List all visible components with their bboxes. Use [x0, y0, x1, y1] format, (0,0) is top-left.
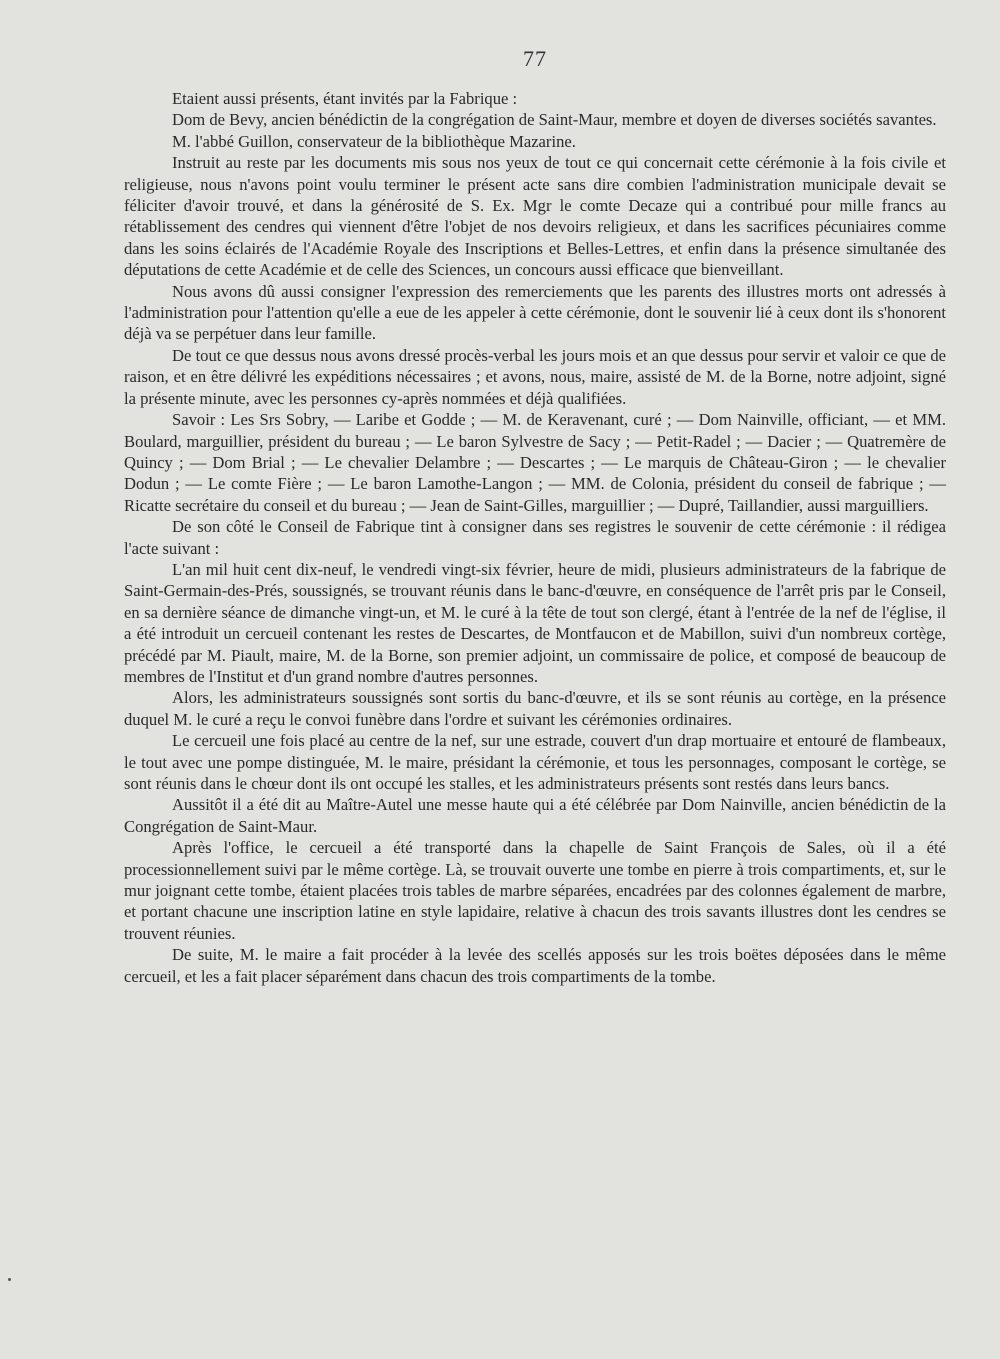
paragraph: Le cercueil une fois placé au centre de la nef, sur une estrade, couvert d'un drap mortuaire et entouré de flambeaux, le tout avec une pompe distinguée, M. le maire, présidant la cérémonie, et tous les personnages, composant le cortège, se sont réunis dans le chœur dont ils ont occupé les stalles, et les administrateurs présents sont restés dans leurs bancs.: [124, 731, 946, 793]
paragraph: De son côté le Conseil de Fabrique tint à consigner dans ses registres le souvenir de cette cérémonie : il rédigea l'acte suivant :: [124, 517, 946, 558]
paragraph: De tout ce que dessus nous avons dressé procès-verbal les jours mois et an que dessus pour servir et valoir ce que de raison, et en être délivré les expéditions nécessaires ; et avons, nous, maire, assisté de M. de la Borne, notre adjoint, signé la présente minute, avec les personnes cy-après nommées et déjà qualifiées.: [124, 345, 946, 408]
paragraph: M. l'abbé Guillon, conservateur de la bibliothèque Mazarine.: [172, 131, 576, 151]
paragraph: Alors, les administrateurs soussignés sont sortis du banc-d'œuvre, et ils se sont réunis au cortège, en la présence duquel M. le curé a reçu le convoi funèbre dans l'ordre et suivant les cérémonies ordinaires.: [124, 688, 946, 729]
paragraph: Dom de Bevy, ancien bénédictin de la congrégation de Saint-Maur, membre et doyen de diverses sociétés savantes.: [172, 110, 937, 130]
paragraph: De suite, M. le maire a fait procéder à la levée des scellés apposés sur les trois boëtes déposées dans le même cercueil, et les a fait placer séparément dans chacun des trois compartiments de la tombe.: [124, 945, 946, 986]
paragraph: Après l'office, le cercueil a été transporté dans la chapelle de Saint François de Sales, où il a été processionnellement suivi par le même cortège. Là, se trouvait ouverte une tombe en pierre à trois compartiments, et, sur le mur joignant cette tombe, étaient placées trois tables de marbre séparées, encadrées par des colonnes également de marbre, et portant chacune une inscription latine en style lapidaire, relative à chacun des trois savants illustres dont les cendres se trouvent réunies.: [124, 838, 946, 943]
paragraph: Nous avons dû aussi consigner l'expression des remerciements que les parents des illustres morts ont adressés à l'administration pour l'attention qu'elle a eue de les appeler à cette cérémonie, dont le souvenir lié à ceux dont ils s'honorent déjà va se perpétuer dans leur famille.: [124, 281, 946, 344]
paragraph: Aussitôt il a été dit au Maître-Autel une messe haute qui a été célébrée par Dom Nainville, ancien bénédictin de la Congrégation de Saint-Maur.: [124, 795, 946, 836]
page-number: 77: [523, 46, 547, 71]
paragraph: Etaient aussi présents, étant invités par la Fabrique :: [172, 89, 518, 108]
paragraph: Instruit au reste par les documents mis sous nos yeux de tout ce qui concernait cette cérémonie à la fois civile et religieuse, nous n'avons point voulu terminer le présent acte sans dire combien l'administration municipale devait se féliciter d'avoir trouvé, et dans la générosité de S. Ex. Mgr le comte Decaze qui a contribué pour mille francs au rétablissement des cendres qui viennent d'être l'objet de nos devoirs religieux, et dans les sacrifices pécuniaires comme dans les soins éclairés de l'Académie Royale des Inscriptions et Belles-Lettres, et enfin dans la présence simultanée des députations de cette Académie et de celle des Sciences, un concours aussi efficace que bienveillant.: [124, 153, 946, 280]
paragraph: Savoir : Les Srs Sobry, — Laribe et Godde ; — M. de Keravenant, curé ; — Dom Nainville, officiant, — et MM. Boulard, marguillier, président du bureau ; — Le baron Sylvestre de Sacy ; — Petit-Radel ; — Dacier ; — Quatremère de Quincy ; — Dom Brial ; — Le chevalier Delambre ; — Descartes ; — Le marquis de Château-Giron ; — le chevalier Dodun ; — Le comte Fière ; — Le baron Lamothe-Langon ; — MM. de Colonia, président du conseil de fabrique ; — Ricatte secrétaire du conseil et du bureau ; — Jean de Saint-Gilles, marguillier ; — Dupré, Taillandier, aussi marguilliers.: [124, 410, 946, 515]
paragraph: L'an mil huit cent dix-neuf, le vendredi vingt-six février, heure de midi, plusieurs administrateurs de la fabrique de Saint-Germain-des-Prés, soussignés, se trouvant réunis dans le banc-d'œuvre, en conséquence de l'arrêt pris par le Conseil, en sa dernière séance de dimanche vingt-un, et M. le curé à la tête de tout son clergé, étant à l'entrée de la nef de l'église, il a été introduit un cercueil contenant les restes de Descartes, de Montfaucon et de Mabillon, suivi d'un nombreux cortège, précédé par M. Piault, maire, M. de la Borne, son premier adjoint, un commissaire de police, et composé de beaucoup de membres de l'Institut et d'un grand nombre d'autres personnes.: [124, 559, 946, 686]
body-text: [124, 88, 946, 987]
ink-speck: [8, 1278, 11, 1281]
